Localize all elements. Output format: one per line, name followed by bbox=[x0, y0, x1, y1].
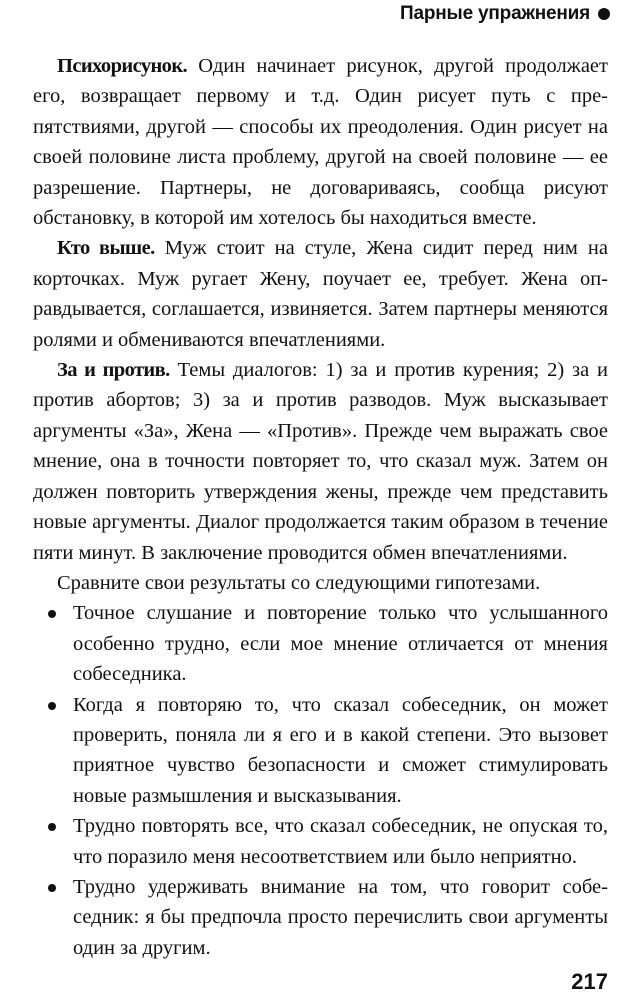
running-head bbox=[400, 2, 610, 26]
exercise-text: Муж стоит на стуле, Жена сидит перед ним на корточках. Муж ругает Жену, поучает ее, требует. Жена оправдывается, соглашается, извиняется. Затем партнеры меняются ролями и обмениваются впечатлениями. bbox=[33, 237, 608, 351]
exercise-title: Кто выше. bbox=[57, 237, 155, 260]
bullet-icon bbox=[48, 823, 56, 831]
exercise-title: За и против. bbox=[57, 359, 170, 382]
list-item bbox=[33, 690, 608, 812]
hypothesis-text: Точное слушание и повторение только что услышанного особенно трудно, если мое мнение отличается от мнения собеседника. bbox=[73, 602, 608, 686]
hypothesis-text: Трудно повторять все, что сказал собеседник, не опуская то, что поразило меня несоответствием или было неприятно. bbox=[73, 815, 608, 868]
exercise-paragraph-pro-and-contra bbox=[33, 355, 608, 568]
bullet-icon bbox=[48, 884, 56, 892]
exercise-text: Темы диалогов: 1) за и против курения; 2) за и против абортов; 3) за и против разводов. Муж высказывает аргументы «За», Жена — «Против». Прежде чем выражать свое мнение, она в точности повторяет то, что сказал муж. Затем он должен повторить утверждения жены, прежде чем представить новые аргументы. Диалог продолжается таким образом в течение пяти минут. В заключение проводится обмен впечатлениями. bbox=[33, 359, 609, 564]
list-item bbox=[33, 811, 608, 872]
exercise-text: Один начинает рисунок, другой продолжает его, возвращает первому и т.д. Один рисует путь с препятствиями, другой — способы их преодоления. Один рисует на своей половине листа проблему, другой на своей половине — ее разрешение. Партнеры, не договариваясь, сообща рисуют обстановку, в которой им хотелось бы находиться вместе. bbox=[33, 55, 608, 230]
bullet-icon bbox=[48, 610, 56, 618]
exercise-title: Психорисунок. bbox=[57, 55, 188, 77]
body-text bbox=[33, 51, 608, 963]
hypotheses-list bbox=[33, 598, 608, 963]
compare-intro: Сравните свои результаты со следующими гипотезами. bbox=[57, 571, 541, 594]
running-head-title: Парные упражнения bbox=[400, 3, 590, 24]
bullet-icon bbox=[48, 702, 56, 710]
list-item bbox=[33, 598, 608, 689]
page-number: 217 bbox=[571, 969, 608, 994]
list-item bbox=[33, 872, 608, 963]
exercise-paragraph-who-is-higher bbox=[33, 233, 608, 355]
running-head-bullet-icon bbox=[598, 8, 610, 20]
hypothesis-text: Трудно удерживать внимание на том, что говорит собеседник: я бы предпочла просто перечислить свои аргументы один за другим. bbox=[73, 875, 608, 959]
exercise-paragraph-psychodrawing bbox=[33, 51, 608, 233]
hypothesis-text: Когда я повторяю то, что сказал собеседник, он может проверить, поняла ли я его и в какой степени. Это вызовет приятное чувство безопасности и сможет стимулировать новые размышления и высказывания. bbox=[73, 693, 608, 807]
